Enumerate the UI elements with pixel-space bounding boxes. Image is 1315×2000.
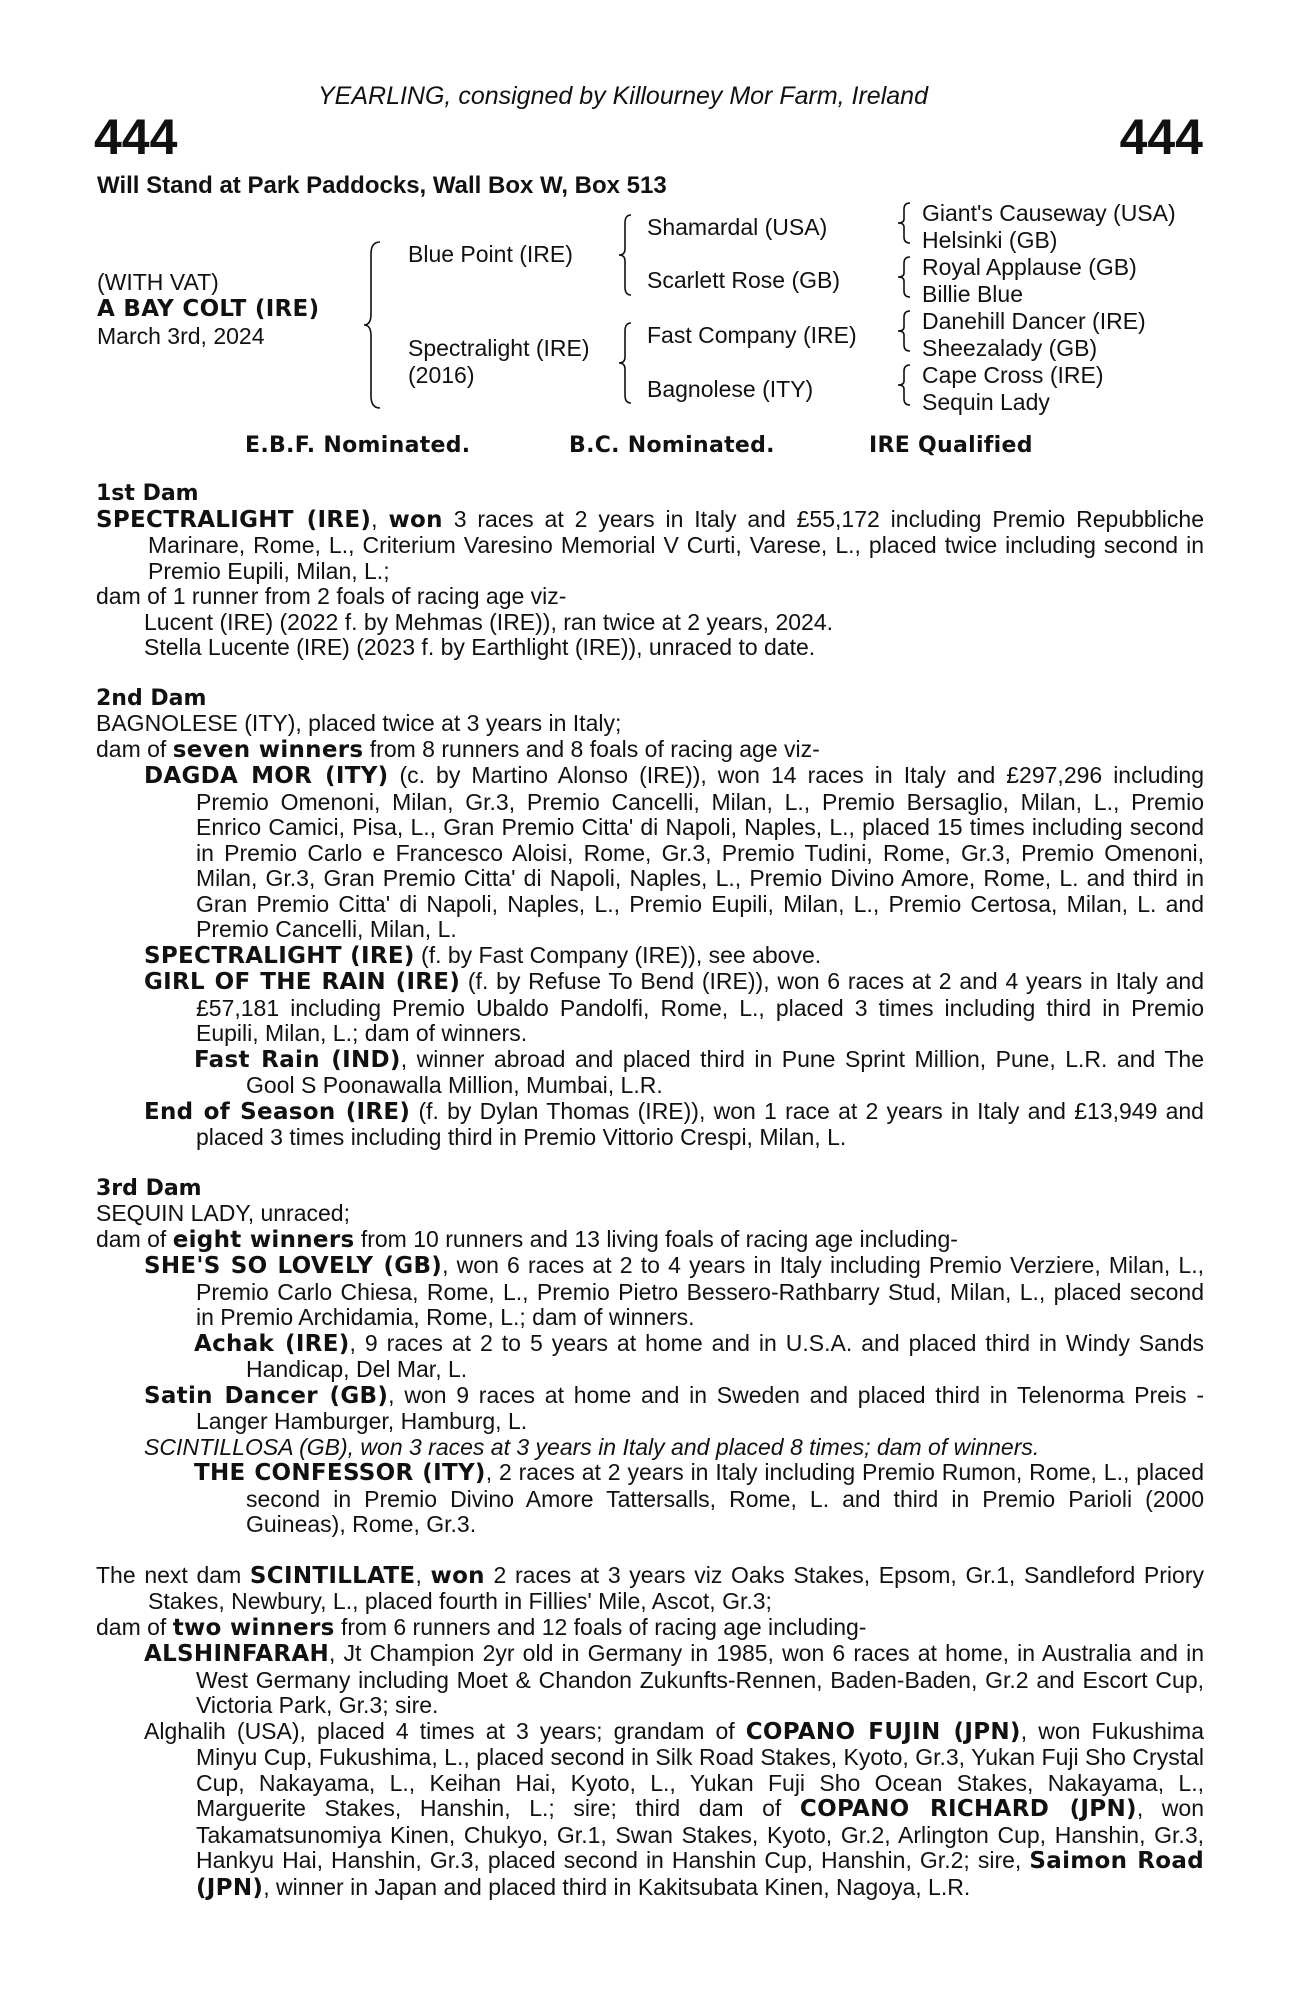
sire: Blue Point (IRE): [408, 241, 573, 267]
ebf-nomination: E.B.F. Nominated.: [245, 433, 471, 458]
third-dam-produce-1: SHE'S SO LOVELY (GB), won 6 races at 2 to 4 years in Italy including Premio Verziere, Milan, L., Premio Carlo Chiesa, Rome, L., Premio Pietro Bessero-Rathbarry Stud, Milan, L., placed second in Premio Archidamia, Rome, L.; dam of winners.: [144, 1252, 1204, 1330]
first-dam-heading: 1st Dam: [96, 481, 199, 506]
first-dam-foal-1: Lucent (IRE) (2022 f. by Mehmas (IRE)), ran twice at 2 years, 2024.: [144, 608, 834, 635]
granddam-line-7: Cape Cross (IRE): [922, 362, 1104, 388]
next-dam-winners: two winners: [172, 1614, 335, 1641]
third-dam-produce-2: Satin Dancer (GB), won 9 races at home and in Sweden and placed third in Telenorma Preis - Langer Hamburger, Hamburg, L.: [144, 1381, 1204, 1434]
horse-name: A BAY COLT (IRE): [97, 296, 320, 322]
first-dam-record-text: 3 races at 2 years in Italy and £55,172 including Premio Repubbliche Marinare, Rome, L., Criterium Varesino Memorial V Curti, Varese, L., placed twice including second in Premio Eupili, Milan, L.;: [148, 505, 1204, 584]
second-dam-produce-2: SPECTRALIGHT (IRE) (f. by Fast Company (IRE)), see above.: [144, 941, 822, 969]
second-dam-winners: seven winners: [172, 736, 364, 763]
lot-number-left: 444: [94, 109, 178, 165]
foaling-date: March 3rd, 2024: [97, 323, 265, 349]
catalogue-body: [96, 481, 1204, 1901]
granddam-line-2: Helsinki (GB): [922, 227, 1058, 253]
third-dam-heading: 3rd Dam: [96, 1175, 202, 1201]
dam-dam: Bagnolese (ITY): [647, 376, 814, 402]
next-dam-produce-intro: dam of two winners from 6 runners and 12 foals of racing age including-: [96, 1613, 867, 1641]
catalogue-heading: YEARLING, consigned by Killourney Mor Farm, Ireland: [318, 82, 928, 110]
next-dam-name: SCINTILLATE: [249, 1562, 416, 1589]
lot-number-right: 444: [1119, 109, 1203, 165]
bracket-g1: [896, 201, 918, 245]
granddam-line-8: Sequin Lady: [922, 389, 1050, 415]
third-dam-record: SEQUIN LADY, unraced;: [96, 1200, 350, 1226]
vat-note: (WITH VAT): [97, 269, 219, 295]
dam-name: Spectralight (IRE): [408, 335, 590, 361]
sire-sire: Shamardal (USA): [647, 214, 828, 240]
first-dam-foal-2: Stella Lucente (IRE) (2023 f. by Earthlight (IRE)), unraced to date.: [144, 634, 816, 660]
bracket-g2: [896, 255, 918, 299]
first-dam-won: won: [388, 506, 443, 533]
third-dam-winners: eight winners: [172, 1226, 355, 1253]
granddam-line-5: Danehill Dancer (IRE): [922, 308, 1146, 334]
third-dam-produce-intro: dam of eight winners from 10 runners and 13 living foals of racing age including-: [96, 1225, 958, 1253]
sire-parents-bracket: [617, 213, 639, 297]
granddam-line-6: Sheezalady (GB): [922, 335, 1098, 361]
granddam-line-1: Giant's Causeway (USA): [922, 200, 1176, 226]
bracket-g3: [896, 309, 918, 353]
dam-parents-bracket: [617, 321, 639, 405]
sire-dam: Scarlett Rose (GB): [647, 267, 840, 293]
ire-qualification: IRE Qualified: [869, 433, 1033, 458]
second-dam-produce-4: End of Season (IRE) (f. by Dylan Thomas (IRE)), won 1 race at 2 years in Italy and £13,949 and placed 3 times including third in Premio Vittorio Crespi, Milan, L.: [144, 1097, 1204, 1150]
sire-dam-bracket: [362, 240, 392, 410]
next-dam-record: The next dam SCINTILLATE, won 2 races at 3 years viz Oaks Stakes, Epsom, Gr.1, Sandleford Priory Stakes, Newbury, L., placed fourth in Fillies' Mile, Ascot, Gr.3;: [96, 1561, 1204, 1614]
bc-nomination: B.C. Nominated.: [569, 433, 775, 458]
first-dam-produce-intro: dam of 1 runner from 2 foals of racing age viz-: [96, 583, 567, 609]
dam-sire: Fast Company (IRE): [647, 322, 857, 348]
next-dam-produce-1: ALSHINFARAH, Jt Champion 2yr old in Germany in 1985, won 6 races at home, in Australia and in West Germany including Moet & Chandon Zukunfts-Rennen, Baden-Baden, Gr.2 and Escort Cup, Victoria Park, Gr.3; sire.: [144, 1640, 1204, 1718]
second-dam-produce-intro: dam of seven winners from 8 runners and 8 foals of racing age viz-: [96, 735, 820, 763]
granddam-line-3: Royal Applause (GB): [922, 254, 1137, 280]
bracket-g4: [896, 363, 918, 407]
second-dam-produce-1: DAGDA MOR (ITY) (c. by Martino Alonso (IRE)), won 14 races in Italy and £297,296 including Premio Omenoni, Milan, Gr.3, Premio Cancelli, Milan, L., Premio Bersaglio, Milan, L., Premio Enrico Camici, Pisa, L., Gran Premio Citta' di Napoli, Naples, L., placed 15 times including second in Premio Carlo e Francesco Aloisi, Rome, Gr.3, Premio Tudini, Rome, Gr.3, Premio Omenoni, Milan, Gr.3, Gran Premio Citta' di Napoli, Naples, L., Premio Divino Amore, Rome, L. and third in Gran Premio Citta' di Napoli, Naples, L., Premio Eupili, Milan, L., Premio Certosa, Milan, L. and Premio Cancelli, Milan, L.: [144, 762, 1204, 942]
second-dam-heading: 2nd Dam: [96, 685, 207, 711]
second-dam-produce-3: GIRL OF THE RAIN (IRE) (f. by Refuse To Bend (IRE)), won 6 races at 2 and 4 years in Italy and £57,181 including Premio Ubaldo Pandolfi, Rome, L., placed 3 times including third in Premio Eupili, Milan, L.; dam of winners.: [144, 968, 1204, 1046]
first-dam-record: SPECTRALIGHT (IRE), won 3 races at 2 years in Italy and £55,172 including Premio Repubbliche Marinare, Rome, L., Criterium Varesino Memorial V Curti, Varese, L., placed twice including second in Premio Eupili, Milan, L.;: [96, 505, 1204, 584]
second-dam-grandproduce-3a: Fast Rain (IND), winner abroad and placed third in Pune Sprint Million, Pune, L.R. and The Gool S Poonawalla Million, Mumbai, L.R.: [194, 1045, 1205, 1098]
third-dam-grandproduce-3a: THE CONFESSOR (ITY), 2 races at 2 years in Italy including Premio Rumon, Rome, L., placed second in Premio Divino Amore Tattersalls, Rome, L. and third in Premio Parioli (2000 Guineas), Rome, Gr.3.: [194, 1459, 1204, 1537]
granddam-line-4: Billie Blue: [922, 281, 1023, 307]
second-dam-record: BAGNOLESE (ITY), placed twice at 3 years in Italy;: [96, 710, 622, 736]
first-dam-name: SPECTRALIGHT (IRE): [96, 506, 372, 533]
dam-year: (2016): [408, 362, 475, 388]
third-dam-produce-3: SCINTILLOSA (GB), won 3 races at 3 years in Italy and placed 8 times; dam of winners.: [144, 1433, 1040, 1460]
stand-location: Will Stand at Park Paddocks, Wall Box W, Box 513: [97, 172, 667, 199]
next-dam-produce-2: Alghalih (USA), placed 4 times at 3 years; grandam of COPANO FUJIN (JPN), won Fukushima Minyu Cup, Fukushima, L., placed second in Silk Road Stakes, Kyoto, Gr.3, Yukan Fuji Sho Crystal Cup, Nakayama, L., Keihan Hai, Kyoto, L., Yukan Fuji Sho Ocean Stakes, Nakayama, L., Marguerite Stakes, Hanshin, L.; sire; third dam of COPANO RICHARD (JPN), won Takamatsunomiya Kinen, Chukyo, Gr.1, Swan Stakes, Kyoto, Gr.2, Arlington Cup, Hanshin, Gr.3, Hankyu Hai, Hanshin, Gr.3, placed second in Hanshin Cup, Hanshin, Gr.2; sire, Saimon Road (JPN), winner in Japan and placed third in Kakitsubata Kinen, Nagoya, L.R.: [144, 1717, 1204, 1901]
third-dam-grandproduce-1a: Achak (IRE), 9 races at 2 to 5 years at home and in U.S.A. and placed third in Windy Sands Handicap, Del Mar, L.: [194, 1329, 1205, 1382]
